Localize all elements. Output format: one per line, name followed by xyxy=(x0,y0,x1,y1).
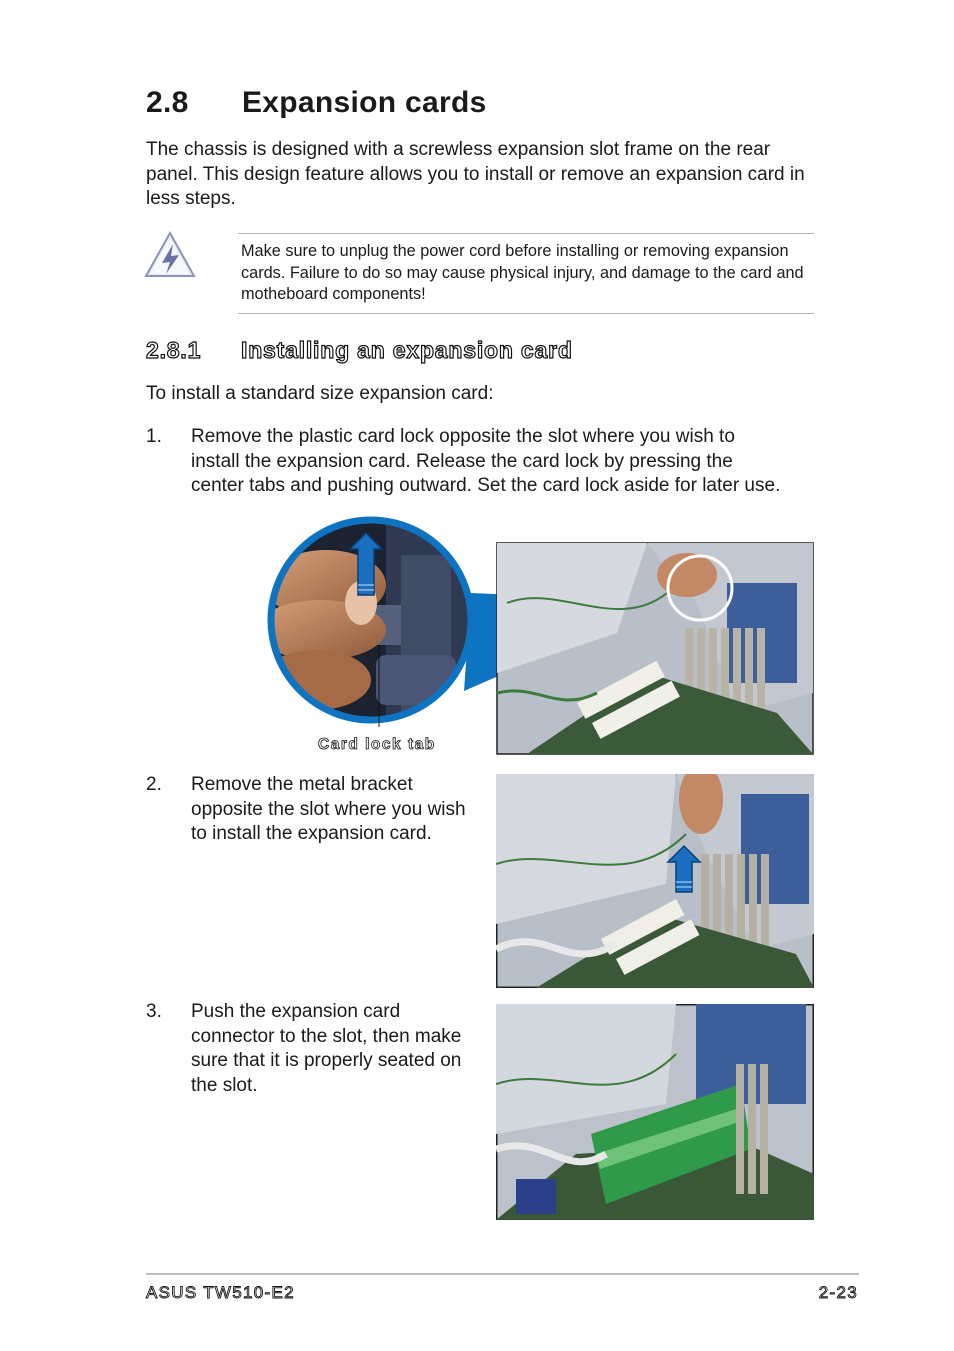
step-line: sure that it is properly seated on xyxy=(191,1050,462,1071)
card-lock-tab-label: Card lock tab xyxy=(318,736,436,753)
subsection-number: 2.8.1 xyxy=(146,337,202,363)
note-bottom-rule xyxy=(238,313,814,314)
note-top-rule xyxy=(238,233,814,234)
footer-page-number: 2-23 xyxy=(818,1283,858,1302)
section-title: Expansion cards xyxy=(242,86,487,119)
step-2 xyxy=(146,773,491,849)
subsection-heading xyxy=(146,337,573,364)
step-number: 3. xyxy=(146,1001,162,1022)
step-line: the slot. xyxy=(191,1074,258,1096)
footer-product-name: ASUS TW510-E2 xyxy=(146,1283,295,1302)
step-1 xyxy=(146,425,826,501)
intro-paragraph: The chassis is designed with a screwless expansion slot frame on the rear panel. This design feature allows you to install or remove an expansion card in less steps. xyxy=(146,139,805,209)
subsection-title: Installing an expansion card xyxy=(241,337,573,363)
step-3 xyxy=(146,1000,491,1100)
step-line: connector to the slot, then make xyxy=(191,1025,462,1047)
step-line: Push the expansion card xyxy=(191,1001,401,1022)
step-number: 2. xyxy=(146,774,162,795)
step-line: Remove the metal bracket xyxy=(191,774,413,795)
warning-icon xyxy=(144,230,198,280)
seated-card-photo xyxy=(496,1004,814,1220)
step-line: center tabs and pushing outward. Set the card lock aside for later use. xyxy=(191,475,781,496)
note-text: Make sure to unplug the power cord before installing or removing expansion cards. Failure to do so may cause physical injury, and damage to the card and motheboard components! xyxy=(241,242,804,303)
step-number: 1. xyxy=(146,426,162,447)
footer-rule xyxy=(146,1273,859,1275)
metal-bracket-photo xyxy=(496,774,814,988)
card-lock-figure xyxy=(266,515,816,757)
section-heading xyxy=(146,86,487,120)
step-line: to install the expansion card. xyxy=(191,823,432,844)
section-number: 2.8 xyxy=(146,86,189,119)
step-line: Remove the plastic card lock opposite the slot where you wish to xyxy=(191,426,735,447)
step-line: install the expansion card. Release the card lock by pressing the xyxy=(191,450,733,472)
step-line: opposite the slot where you wish xyxy=(191,798,466,820)
lead-text: To install a standard size expansion card: xyxy=(146,383,494,404)
